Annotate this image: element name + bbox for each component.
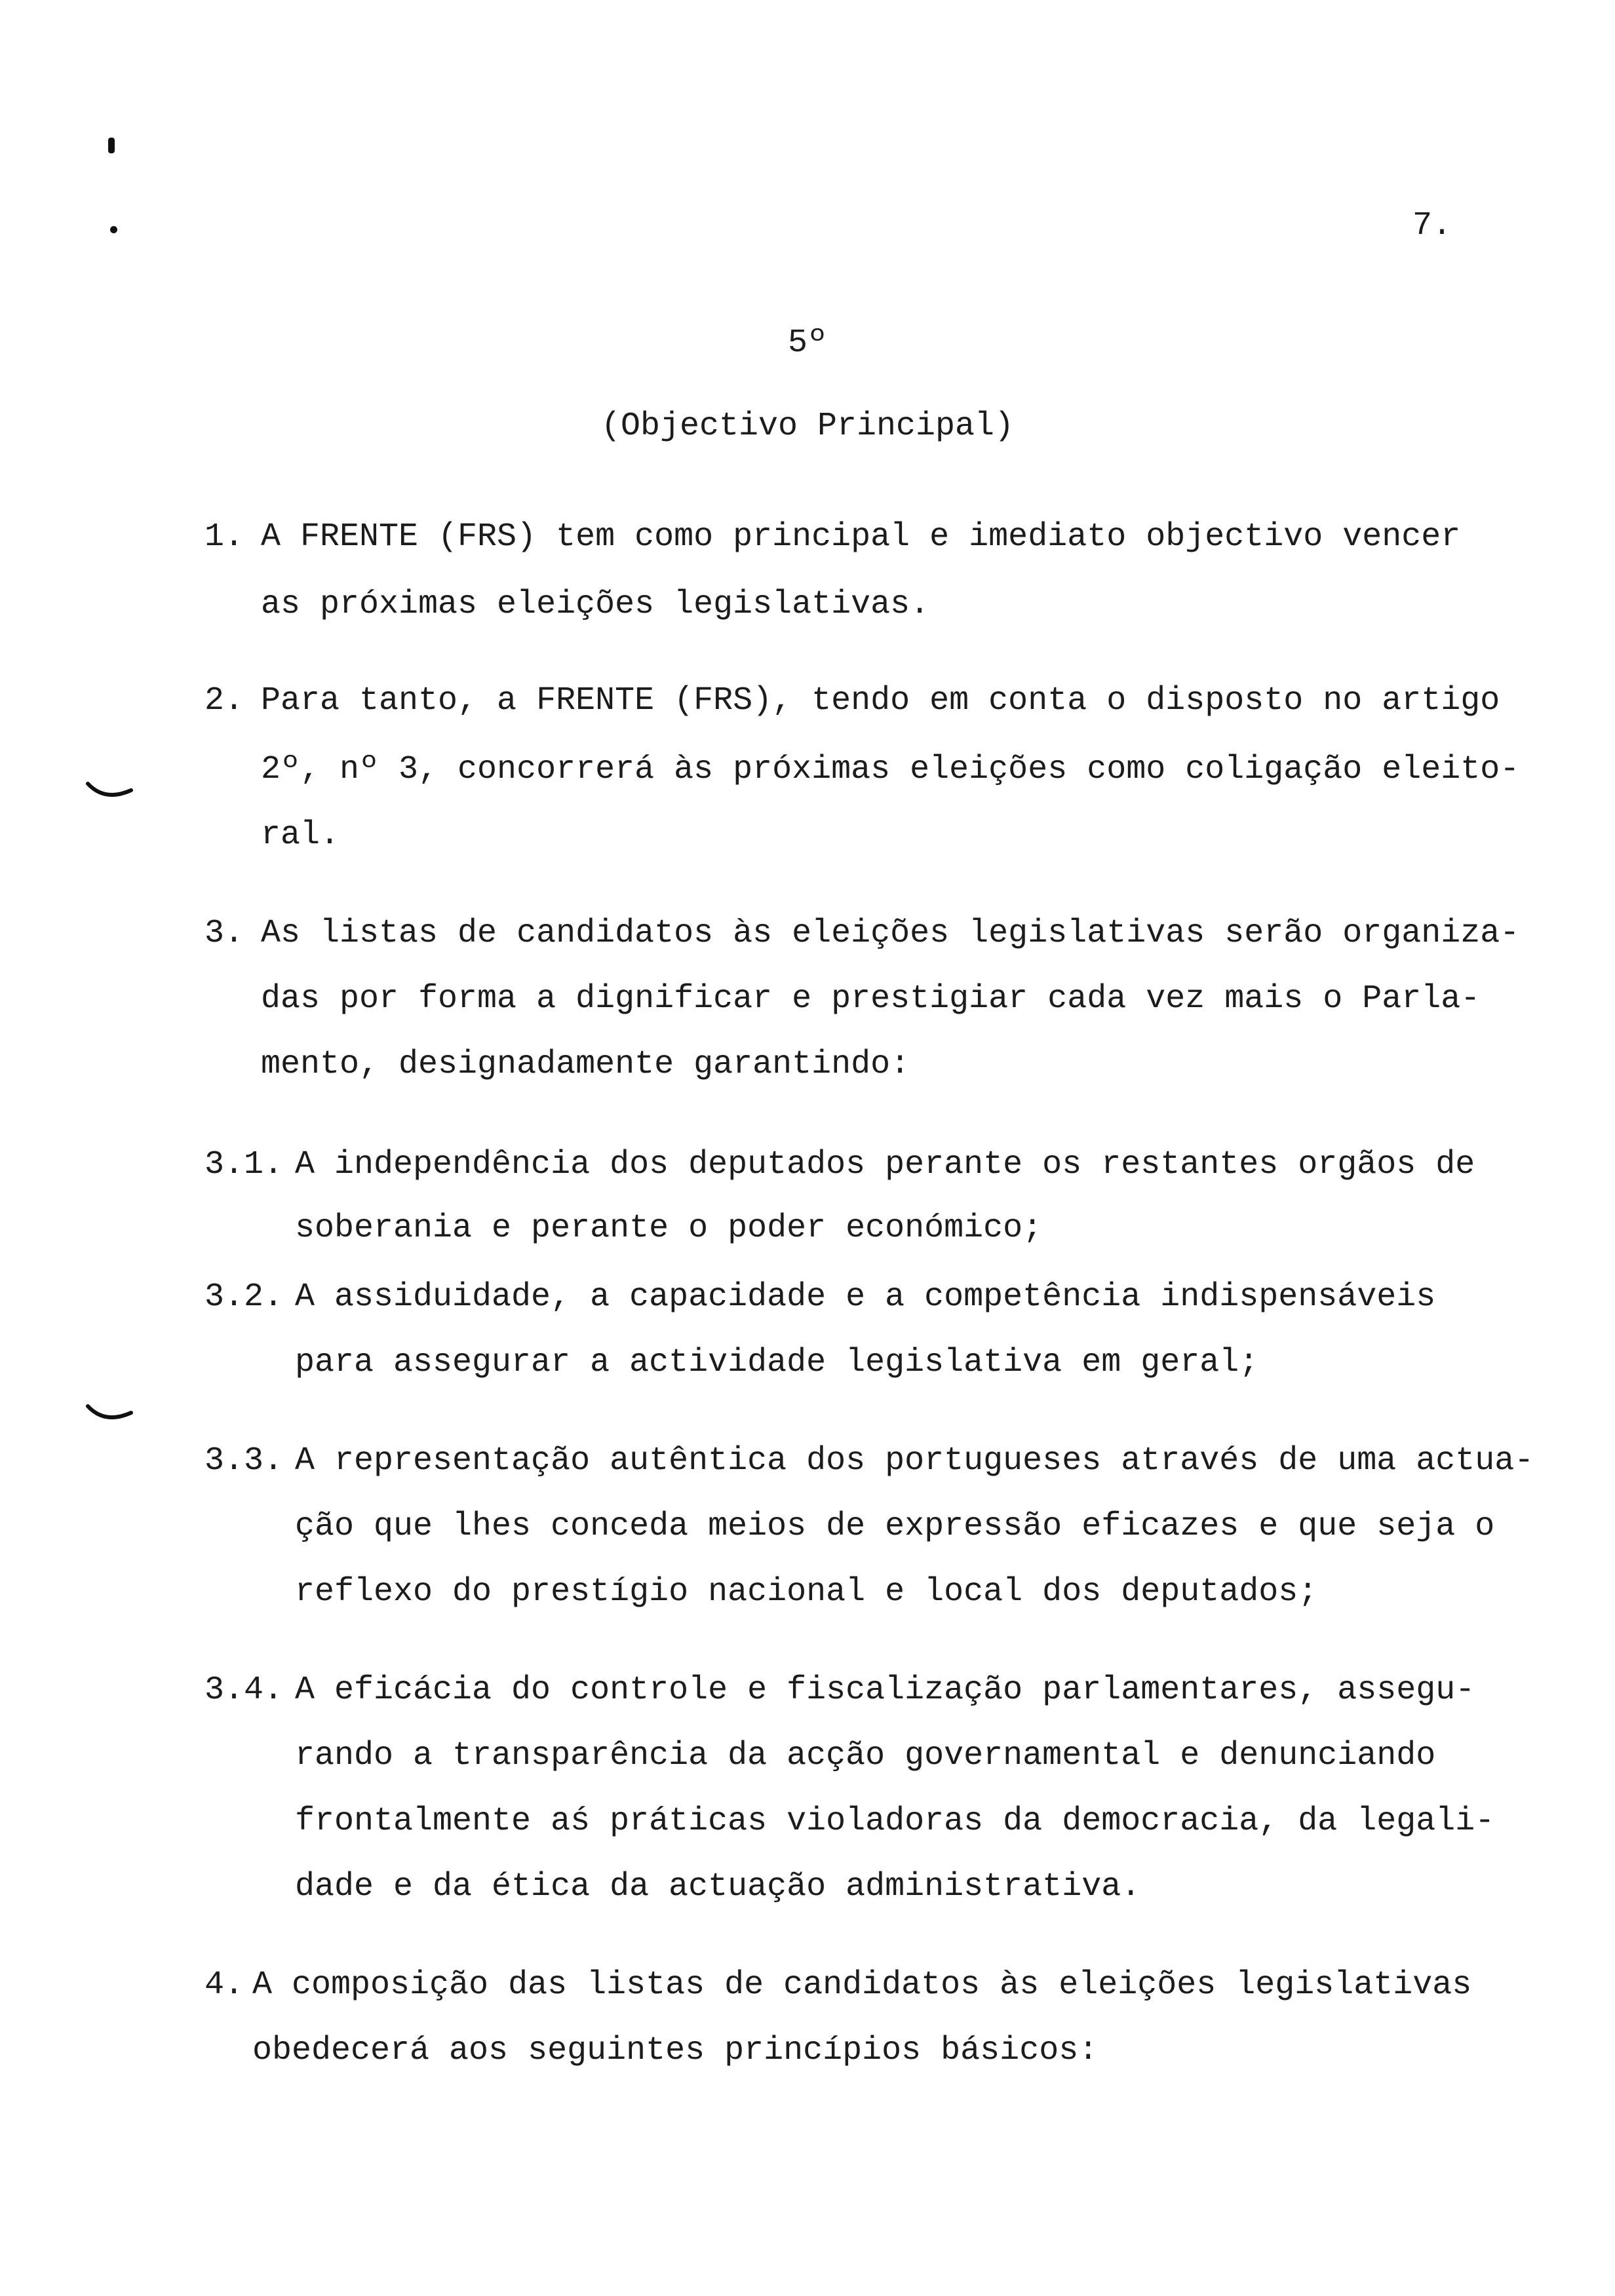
paragraph-line: dade e da ética da actuação administrativa. [295, 1868, 1141, 1905]
page-number: 7. [1412, 207, 1452, 244]
paragraph-line: A independência dos deputados perante os restantes orgãos de [295, 1146, 1475, 1183]
paragraph-line: as próximas eleições legislativas. [261, 586, 930, 623]
paragraph-line: ral. [261, 816, 340, 854]
article-title: (Objectivo Principal) [600, 408, 1015, 445]
punch-mark [110, 226, 117, 233]
paragraph-line: soberania e perante o poder económico; [295, 1210, 1043, 1247]
paragraph-line: A assiduidade, a capacidade e a competência indispensáveis [295, 1278, 1436, 1316]
paragraph-line: ção que lhes conceda meios de expressão eficazes e que seja o [295, 1508, 1495, 1545]
paragraph-line: Para tanto, a FRENTE (FRS), tendo em conta o disposto no artigo [261, 682, 1500, 719]
subparagraph-number: 3.2. [204, 1278, 284, 1316]
staple-mark [85, 780, 138, 806]
paragraph-line: das por forma a dignificar e prestigiar cada vez mais o Parla- [261, 980, 1481, 1018]
paragraph-number: 2. [204, 682, 244, 719]
paragraph-line: obedecerá aos seguintes princípios básicos: [252, 2032, 1099, 2069]
subparagraph-number: 3.1. [204, 1146, 284, 1183]
paragraph-number: 4. [204, 1966, 244, 2004]
paragraph-line: 2º, nº 3, concorrerá às próximas eleições como coligação eleito- [261, 751, 1520, 788]
paragraph-line: frontalmente aś práticas violadoras da democracia, da legali- [295, 1803, 1495, 1840]
paragraph-number: 1. [204, 518, 244, 556]
subparagraph-number: 3.4. [204, 1672, 284, 1709]
staple-mark [85, 1402, 138, 1428]
paragraph-number: 3. [204, 915, 244, 952]
paragraph-line: A FRENTE (FRS) tem como principal e imediato objectivo vencer [261, 518, 1461, 556]
paragraph-line: rando a transparência da acção governamental e denunciando [295, 1737, 1436, 1774]
paragraph-line: A eficácia do controle e fiscalização parlamentares, assegu- [295, 1672, 1475, 1709]
paragraph-line: A composição das listas de candidatos às eleições legislativas [252, 1966, 1472, 2004]
paragraph-line: As listas de candidatos às eleições legislativas serão organiza- [261, 915, 1520, 952]
article-number: 5º [787, 324, 827, 362]
subparagraph-number: 3.3. [204, 1442, 284, 1480]
paragraph-line: mento, designadamente garantindo: [261, 1046, 910, 1083]
paragraph-line: para assegurar a actividade legislativa em geral; [295, 1344, 1259, 1381]
punch-mark [108, 138, 115, 153]
paragraph-line: A representação autêntica dos portugueses através de uma actua- [295, 1442, 1534, 1480]
paragraph-line: reflexo do prestígio nacional e local dos deputados; [295, 1573, 1318, 1611]
